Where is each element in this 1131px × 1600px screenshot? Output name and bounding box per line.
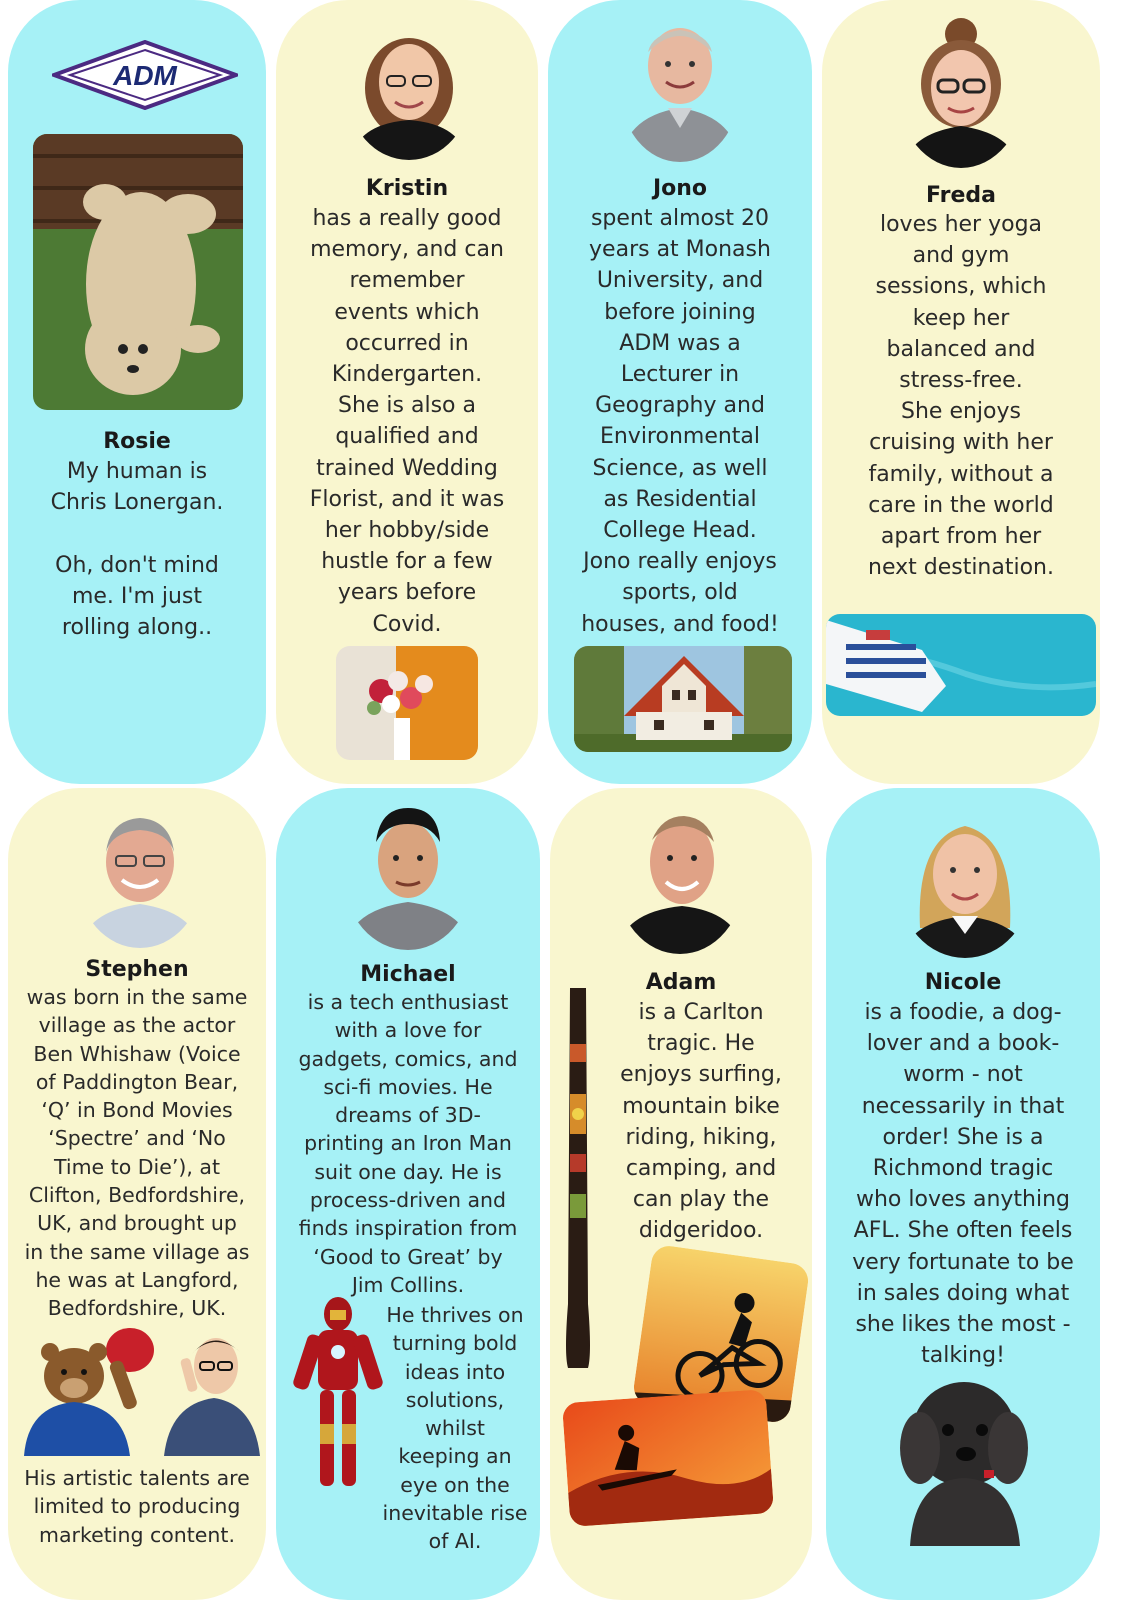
nicole-bio: is a foodie, a dog- lover and a book- worm - not necessarily in that order! She is a Richmond tragic who loves anything AFL. She often feels very fortunate to be in sales doing what she likes the most - talking!	[852, 1000, 1074, 1369]
surfing-photo	[562, 1389, 774, 1527]
nicole-name: Nicole	[924, 970, 1002, 995]
kristin-avatar	[347, 20, 471, 160]
stephen-bio: was born in the same village as the actor Ben Whishaw (Voice of Paddington Bear, ‘Q’ in Bond Movies ‘Spectre’ and ‘No Time to Die’), at Clifton, Bedfordshire, UK, and brought up in the same village as he was at Langford, Bedfordshire, UK.	[24, 985, 250, 1321]
stephen-bio-artistic: His artistic talents are limited to producing marketing content.	[24, 1466, 250, 1547]
jono-avatar	[620, 16, 740, 162]
adam-bio: is a Carlton tragic. He enjoys surfing, mountain bike riding, hiking, camping, and can play the didgeridoo.	[620, 1000, 782, 1244]
card-michael	[276, 788, 540, 1600]
card-kristin	[276, 0, 538, 784]
stephen-avatar	[78, 806, 202, 948]
rosie-name: Rosie	[103, 429, 171, 454]
freda-avatar	[898, 14, 1024, 168]
house-photo	[574, 646, 792, 752]
rosie-bio: My human is Chris Lonergan. Oh, don't mind me. I'm just rolling along..	[50, 459, 224, 641]
kristin-name: Kristin	[365, 176, 449, 201]
card-adam	[550, 788, 812, 1600]
card-jono	[548, 0, 812, 784]
card-nicole	[826, 788, 1100, 1600]
didgeridoo-image	[558, 984, 598, 1376]
cruise-photo	[826, 614, 1096, 716]
stephen-name: Stephen	[85, 957, 189, 982]
bouquet-photo	[336, 646, 478, 760]
kristin-bio: has a really good memory, and can remember events which occurred in Kindergarten. She is also a qualified and trained Wedding Florist, and it was her hobby/side hustle for a few years before Covid.	[309, 206, 505, 637]
nicole-dog-image	[890, 1374, 1036, 1546]
nicole-avatar	[898, 808, 1032, 958]
michael-bio-ai: He thrives on turning bold ideas into solutions, whilst keeping an eye on the inevitable rise of AI.	[382, 1303, 528, 1554]
freda-name: Freda	[926, 183, 996, 208]
jono-name: Jono	[652, 176, 708, 201]
freda-bio: loves her yoga and gym sessions, which keep her balanced and stress-free. She enjoys cruising with her family, without a care in the world apart from her next destination.	[868, 212, 1054, 581]
card-freda	[822, 0, 1100, 784]
ben-whishaw-image	[164, 1328, 260, 1456]
adam-name: Adam	[645, 970, 717, 995]
rosie-dog-photo	[33, 134, 243, 410]
michael-avatar	[344, 802, 472, 950]
card-rosie	[8, 0, 266, 784]
card-stephen	[8, 788, 266, 1600]
adm-logo	[52, 40, 238, 110]
michael-bio: is a tech enthusiast with a love for gadgets, comics, and sci-fi movies. He dreams of 3D- printing an Iron Man suit one day. He is process-driven and finds inspiration from ‘Good to Great’ by Jim Collins.	[298, 990, 518, 1297]
adam-avatar	[616, 802, 744, 954]
jono-bio: spent almost 20 years at Monash University, and before joining ADM was a Lecturer in Geography and Environmental Science, as well as Residential College Head. Jono really enjoys sports, old houses, and food!	[581, 206, 779, 637]
paddington-image	[20, 1324, 160, 1456]
svg-text:ADM: ADM	[113, 60, 177, 91]
michael-name: Michael	[360, 962, 456, 987]
